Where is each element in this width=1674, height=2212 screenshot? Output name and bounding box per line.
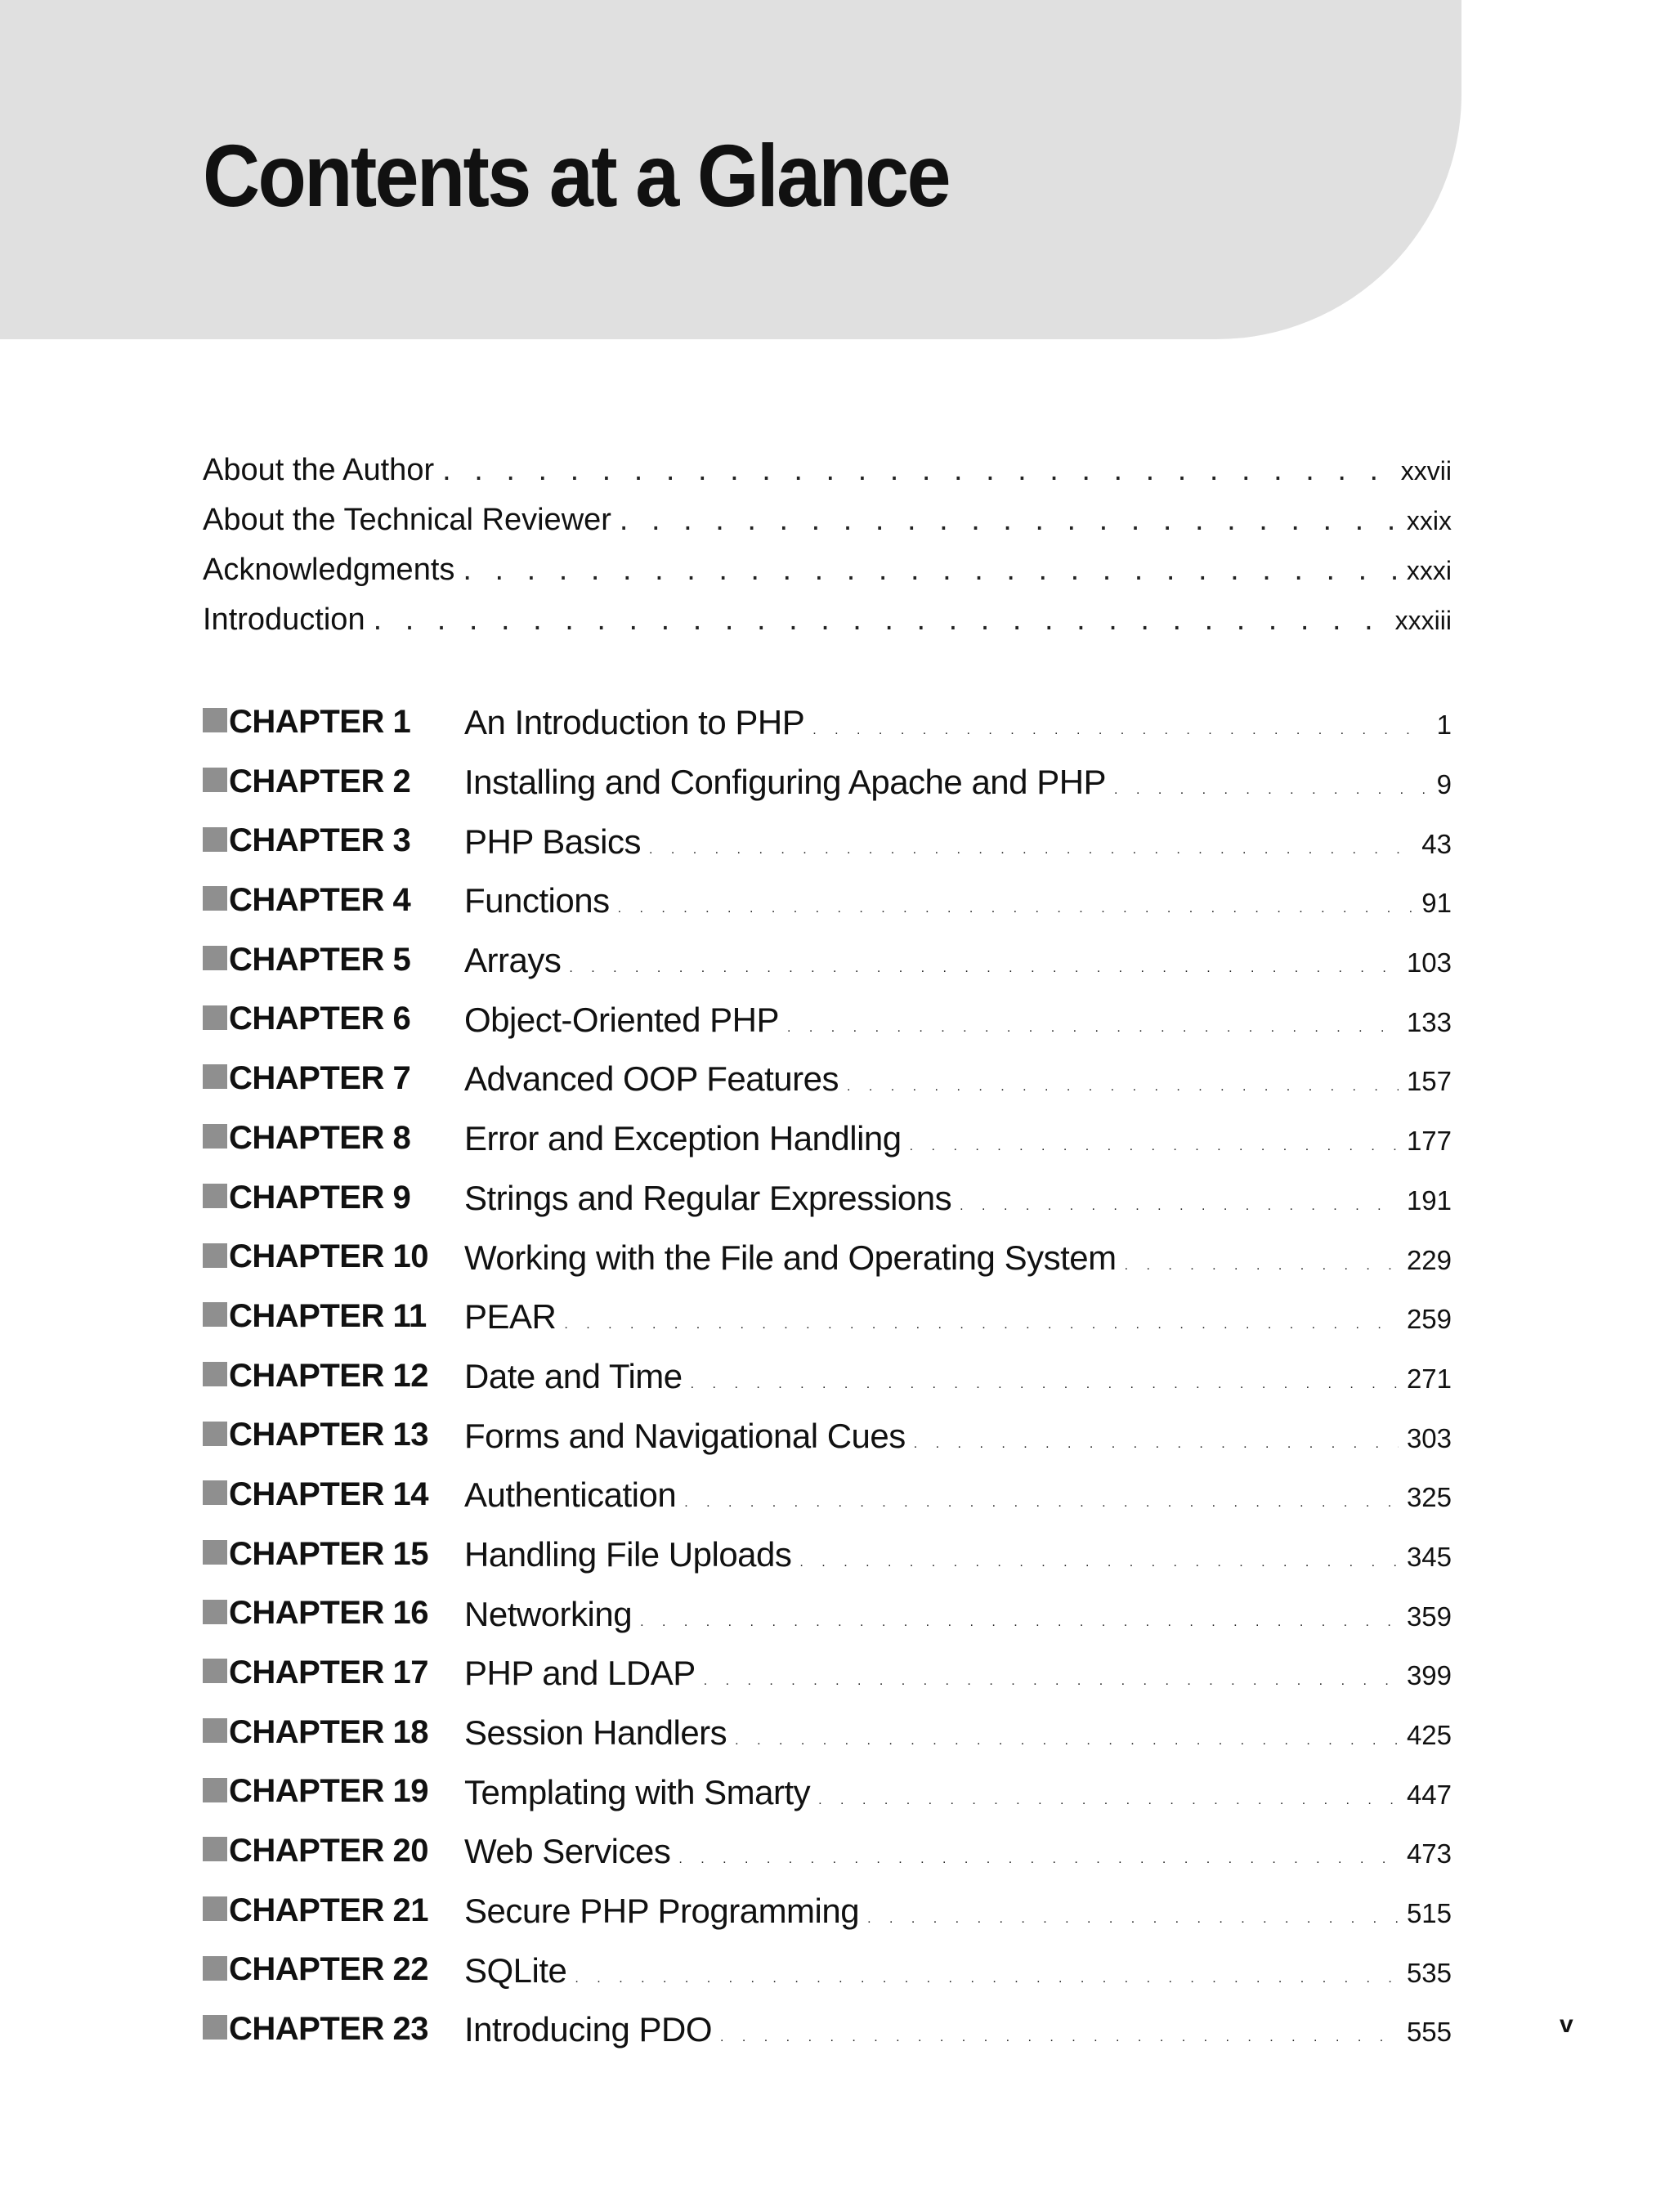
- chapter-label-text: CHAPTER 1: [229, 704, 411, 740]
- chapter-label: [203, 1762, 464, 1821]
- chapter-label: [203, 1703, 464, 1762]
- chapter-label-text: CHAPTER 21: [229, 1892, 428, 1928]
- toc-entry-page: xxxi: [1406, 556, 1452, 585]
- chapter-page: 1: [1436, 710, 1452, 741]
- chapter-label: [203, 930, 464, 990]
- chapter-title: Date and Time: [464, 1356, 683, 1395]
- chapter-page: 229: [1406, 1244, 1452, 1275]
- chapter-page: 359: [1406, 1601, 1452, 1632]
- dot-leader: [818, 1771, 1399, 1831]
- chapter-label-text: CHAPTER 8: [229, 1119, 411, 1156]
- toc-entry-chapter-2[interactable]: [203, 752, 1452, 812]
- toc-entry-about-reviewer[interactable]: [203, 495, 1452, 545]
- chapter-label-text: CHAPTER 22: [229, 1951, 428, 1988]
- chapter-page: 447: [1406, 1779, 1452, 1810]
- dot-leader: [1114, 761, 1429, 821]
- chapter-title: PEAR: [464, 1297, 557, 1337]
- chapter-label-text: CHAPTER 15: [229, 1535, 428, 1572]
- square-bullet-icon: [203, 2015, 227, 2040]
- chapter-label-text: CHAPTER 16: [229, 1595, 428, 1632]
- square-bullet-icon: [203, 1896, 227, 1921]
- toc-entry-chapter-1[interactable]: [203, 692, 1452, 752]
- chapter-label-text: CHAPTER 6: [229, 1001, 411, 1037]
- chapter-title: PHP Basics: [464, 822, 641, 861]
- square-bullet-icon: [203, 1956, 227, 1981]
- square-bullet-icon: [203, 1184, 227, 1208]
- square-bullet-icon: [203, 1778, 227, 1802]
- chapter-label: [203, 1643, 464, 1703]
- page-number: v: [1560, 2011, 1573, 2038]
- chapter-title: Web Services: [464, 1832, 671, 1871]
- chapter-page: 515: [1406, 1898, 1452, 1929]
- toc-entry-chapter-8[interactable]: [203, 1108, 1452, 1168]
- chapter-title: Session Handlers: [464, 1713, 727, 1753]
- dot-leader: [720, 2008, 1399, 2068]
- chapter-title: Templating with Smarty: [464, 1772, 811, 1811]
- chapter-label: [203, 1465, 464, 1525]
- chapter-title: Object-Oriented PHP: [464, 1000, 779, 1039]
- chapter-label-text: CHAPTER 14: [229, 1475, 428, 1512]
- dot-leader: [463, 545, 1399, 595]
- toc-entry-chapter-15[interactable]: [203, 1525, 1452, 1584]
- dot-leader: [787, 999, 1399, 1059]
- toc-entry-title: About the Author: [203, 453, 435, 487]
- chapter-list: [203, 692, 1452, 2059]
- chapter-label-text: CHAPTER 18: [229, 1713, 428, 1750]
- toc-entry-introduction[interactable]: [203, 595, 1452, 645]
- chapter-page: 345: [1406, 1541, 1452, 1572]
- square-bullet-icon: [203, 1124, 227, 1149]
- toc-entry-chapter-7[interactable]: [203, 1049, 1452, 1108]
- square-bullet-icon: [203, 1480, 227, 1505]
- chapter-page: 259: [1406, 1304, 1452, 1335]
- chapter-label: [203, 1287, 464, 1346]
- chapter-page: 43: [1421, 828, 1452, 859]
- chapter-title: Handling File Uploads: [464, 1534, 792, 1574]
- square-bullet-icon: [203, 1718, 227, 1743]
- chapter-label: [203, 1108, 464, 1168]
- toc-entry-page: xxvii: [1400, 456, 1452, 486]
- chapter-label: [203, 1940, 464, 1999]
- chapter-title: PHP and LDAP: [464, 1654, 696, 1693]
- chapter-title: Forms and Navigational Cues: [464, 1416, 906, 1455]
- chapter-label: [203, 692, 464, 752]
- chapter-page: 271: [1406, 1363, 1452, 1394]
- chapter-label: [203, 1168, 464, 1228]
- toc-entry-chapter-16[interactable]: [203, 1583, 1452, 1643]
- chapter-label-text: CHAPTER 11: [229, 1297, 427, 1334]
- toc-entry-chapter-12[interactable]: [203, 1346, 1452, 1406]
- chapter-label-text: CHAPTER 10: [229, 1238, 428, 1275]
- chapter-page: 303: [1406, 1422, 1452, 1453]
- toc-entry-chapter-21[interactable]: [203, 1881, 1452, 1941]
- chapter-label: [203, 1821, 464, 1881]
- chapter-page: 425: [1406, 1720, 1452, 1751]
- chapter-label: [203, 989, 464, 1049]
- chapter-label: [203, 1405, 464, 1465]
- chapter-label-text: CHAPTER 4: [229, 882, 411, 919]
- chapter-title: Networking: [464, 1594, 633, 1633]
- chapter-label: [203, 1881, 464, 1941]
- toc-entry-chapter-14[interactable]: [203, 1465, 1452, 1525]
- chapter-label: [203, 1049, 464, 1108]
- toc-entry-chapter-23[interactable]: [203, 1999, 1452, 2059]
- square-bullet-icon: [203, 1540, 227, 1565]
- chapter-label-text: CHAPTER 13: [229, 1417, 428, 1453]
- dot-leader: [649, 821, 1413, 880]
- chapter-label-text: CHAPTER 12: [229, 1357, 428, 1394]
- chapter-label-text: CHAPTER 5: [229, 941, 411, 978]
- dot-leader: [618, 880, 1414, 939]
- chapter-page: 399: [1406, 1660, 1452, 1691]
- dot-leader: [704, 1652, 1399, 1712]
- chapter-page: 157: [1406, 1066, 1452, 1097]
- toc-entry-chapter-4[interactable]: [203, 871, 1452, 930]
- chapter-title: Working with the File and Operating System: [464, 1238, 1117, 1277]
- toc-entry-chapter-9[interactable]: [203, 1168, 1452, 1228]
- chapter-page: 473: [1406, 1838, 1452, 1869]
- chapter-page: 103: [1406, 947, 1452, 978]
- square-bullet-icon: [203, 1005, 227, 1030]
- dot-leader: [374, 595, 1387, 645]
- chapter-title: Advanced OOP Features: [464, 1059, 839, 1099]
- dot-leader: [847, 1058, 1399, 1117]
- square-bullet-icon: [203, 886, 227, 911]
- chapter-title: SQLite: [464, 1950, 567, 1990]
- toc-entry-chapter-17[interactable]: [203, 1643, 1452, 1703]
- chapter-label: [203, 811, 464, 871]
- chapter-page: 555: [1406, 2017, 1452, 2048]
- toc-entry-chapter-22[interactable]: [203, 1940, 1452, 1999]
- chapter-label-text: CHAPTER 17: [229, 1655, 428, 1690]
- chapter-label: [203, 752, 464, 812]
- toc-entry-chapter-6[interactable]: [203, 989, 1452, 1049]
- chapter-page: 535: [1406, 1957, 1452, 1988]
- toc-entry-acknowledgments[interactable]: [203, 545, 1452, 595]
- chapter-label-text: CHAPTER 7: [229, 1060, 411, 1097]
- chapter-label: [203, 1227, 464, 1287]
- square-bullet-icon: [203, 1837, 227, 1861]
- dot-leader: [1125, 1237, 1399, 1296]
- toc-entry-page: xxix: [1406, 506, 1452, 535]
- square-bullet-icon: [203, 946, 227, 970]
- chapter-title: Strings and Regular Expressions: [464, 1178, 952, 1217]
- chapter-label-text: CHAPTER 19: [229, 1773, 428, 1810]
- chapter-label-text: CHAPTER 23: [229, 2011, 428, 2048]
- chapter-label: [203, 1583, 464, 1643]
- chapter-label: [203, 1346, 464, 1406]
- square-bullet-icon: [203, 1243, 227, 1268]
- toc-entry-page: xxxiii: [1394, 606, 1452, 635]
- chapter-label-text: CHAPTER 20: [229, 1833, 428, 1869]
- chapter-page: 91: [1421, 888, 1452, 919]
- toc-entry-title: About the Technical Reviewer: [203, 503, 611, 537]
- chapter-page: 177: [1406, 1126, 1452, 1157]
- chapter-label-text: CHAPTER 9: [229, 1179, 411, 1216]
- chapter-title: An Introduction to PHP: [464, 703, 805, 742]
- chapter-title: Authentication: [464, 1475, 677, 1515]
- chapter-title: Functions: [464, 881, 610, 920]
- chapter-label-text: CHAPTER 2: [229, 763, 411, 799]
- dot-leader: [910, 1117, 1399, 1177]
- chapter-title: Introducing PDO: [464, 2010, 712, 2049]
- dot-leader: [799, 1534, 1399, 1593]
- square-bullet-icon: [203, 1600, 227, 1624]
- toc-entry-title: Acknowledgments: [203, 553, 455, 587]
- chapter-page: 325: [1406, 1482, 1452, 1513]
- toc-entry-title: Introduction: [203, 602, 365, 637]
- toc-entry-chapter-13[interactable]: [203, 1405, 1452, 1465]
- toc-entry-chapter-3[interactable]: [203, 811, 1452, 871]
- dot-leader: [620, 495, 1399, 545]
- chapter-label-text: CHAPTER 3: [229, 822, 411, 859]
- chapter-title: Error and Exception Handling: [464, 1119, 902, 1158]
- square-bullet-icon: [203, 1659, 227, 1683]
- dot-leader: [867, 1890, 1399, 1950]
- chapter-title: Installing and Configuring Apache and PHP: [464, 763, 1107, 802]
- chapter-page: 133: [1406, 1006, 1452, 1037]
- square-bullet-icon: [203, 827, 227, 852]
- square-bullet-icon: [203, 1362, 227, 1386]
- chapter-page: 9: [1436, 769, 1452, 800]
- dot-leader: [442, 446, 1393, 495]
- toc-entry-chapter-5[interactable]: [203, 930, 1452, 990]
- chapter-title: Arrays: [464, 941, 562, 980]
- chapter-page: 191: [1406, 1184, 1452, 1216]
- toc-entry-about-author[interactable]: [203, 446, 1452, 495]
- page-title: Contents at a Glance: [203, 126, 949, 225]
- dot-leader: [735, 1712, 1399, 1771]
- toc-entry-chapter-18[interactable]: [203, 1703, 1452, 1762]
- chapter-label: [203, 1999, 464, 2059]
- square-bullet-icon: [203, 708, 227, 732]
- dot-leader: [640, 1593, 1399, 1653]
- toc-entry-chapter-11[interactable]: [203, 1287, 1452, 1346]
- front-matter-list: [203, 446, 1452, 645]
- square-bullet-icon: [203, 1064, 227, 1089]
- chapter-label: [203, 871, 464, 930]
- toc-entry-chapter-20[interactable]: [203, 1821, 1452, 1881]
- square-bullet-icon: [203, 1422, 227, 1446]
- chapter-label: [203, 1525, 464, 1584]
- toc-entry-chapter-19[interactable]: [203, 1762, 1452, 1821]
- dot-leader: [914, 1415, 1399, 1475]
- square-bullet-icon: [203, 1302, 227, 1327]
- toc-entry-chapter-10[interactable]: [203, 1227, 1452, 1287]
- chapter-title: Secure PHP Programming: [464, 1892, 860, 1931]
- square-bullet-icon: [203, 768, 227, 792]
